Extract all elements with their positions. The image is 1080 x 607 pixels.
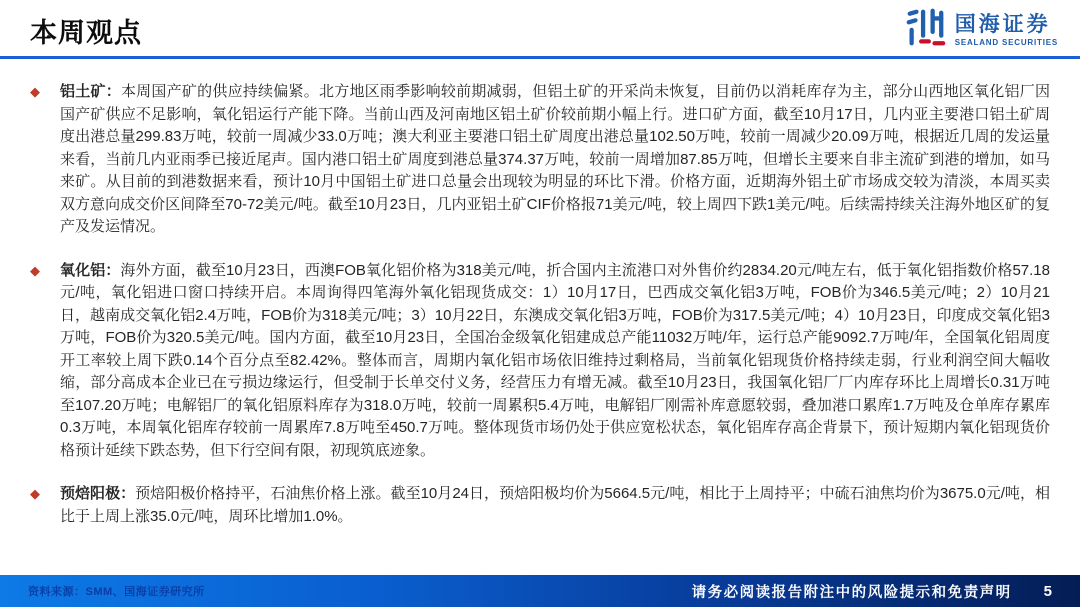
list-item-prebaked-anode — [30, 483, 1050, 528]
list-item-bauxite — [30, 81, 1050, 239]
sealand-logo-icon — [904, 7, 946, 54]
bauxite-body: 本周国产矿的供应持续偏紧。北方地区雨季影响较前期减弱，但铝土矿的开采尚未恢复，目前仍以消耗库存为主，部分山西地区氧化铝厂因国产矿供应不足影响，氧化铝运行产能下降。当前山西及河南地区铝土矿价较前期小幅上行。进口矿方面，截至10月17日，几内亚主要港口铝土矿周度出港总量299.83万吨，较前一周减少33.0万吨；澳大利亚主要港口铝土矿周度出港总量102.50万吨，较前一周减少20.09万吨，根据近几周的发运量来看，当前几内亚雨季已接近尾声。国内港口铝土矿周度到港总量374.37万吨，较前一周增加87.85万吨，但增长主要来自非主流矿到港的增加，如马来矿。从目前的到港数据来看，预计10月中国铝土矿进口总量会出现较为明显的环比下滑。价格方面，近期海外铝土矿市场成交较为清淡，本周买卖双方意向成交价区间降至70-72美元/吨。截至10月23日，几内亚铝土矿CIF价格报71美元/吨，较上周四下跌1美元/吨。后续需持续关注海外地区矿的复产及发运情况。 — [60, 83, 1050, 235]
list-item-alumina — [30, 260, 1050, 463]
alumina-lead: 氧化铝： — [60, 261, 121, 279]
diamond-bullet-icon: ◆ — [30, 486, 40, 501]
header — [0, 0, 1080, 56]
logo-name-en: SEALAND SECURITIES — [954, 38, 1058, 48]
company-logo — [904, 7, 1058, 54]
prebaked-anode-lead: 预焙阳极： — [60, 485, 136, 502]
alumina-paragraph — [60, 260, 1050, 463]
page-title: 本周观点 — [30, 17, 142, 48]
diamond-bullet-icon: ◆ — [30, 84, 40, 99]
disclaimer-text: 请务必阅读报告附注中的风险提示和免责声明 — [691, 584, 1012, 601]
alumina-body: 海外方面，截至10月23日，西澳FOB氧化铝价格为318美元/吨，折合国内主流港口对外售价约2834.20元/吨左右，低于氧化铝指数价格57.18元/吨，氧化铝进口窗口持续开启。本周询得四笔海外氧化铝现货成交：1）10月17日，巴西成交氧化铝3万吨，FOB价为346.5美元/吨；2）10月21日，越南成交氧化铝2.4万吨，FOB价为318美元/吨；3）10月22日，东澳成交氧化铝3万吨，FOB价为317.5美元/吨；4）10月23日，印度成交氧化铝3万吨，FOB价为320.5美元/吨。国内方面，截至10月23日，全国冶金级氧化铝建成总产能11032万吨/年，运行总产能9092.7万吨/年，全国氧化铝周度开工率较上周下跌0.14个百分点至82.42%。整体而言，周期内氧化铝市场依旧维持过剩格局，当前氧化铝现货价格持续走弱，行业利润空间大幅收缩，部分高成本企业已在亏损边缘运行，但受制于长单交付义务，经营压力有增无减。截至10月23日，我国氧化铝厂厂内库存环比上周增长0.31万吨至107.20万吨；电解铝厂的氧化铝原料库存为318.0万吨，较前一周累积5.4万吨，电解铝厂刚需补库意愿较弱，叠加港口累库1.7万吨及仓单库存累库0.3万吨，本周氧化铝库存较前一周累库7.8万吨至450.7万吨。整体现货市场仍处于供应宽松状态，氧化铝库存高企背景下，预计短期内氧化铝现货价格预计延续下跌态势，但下行空间有限，初现筑底迹象。 — [60, 261, 1050, 459]
bauxite-paragraph — [60, 81, 1050, 239]
diamond-bullet-icon: ◆ — [30, 262, 40, 278]
prebaked-anode-paragraph — [60, 483, 1050, 528]
logo-name-cn: 国海证券 — [954, 12, 1051, 36]
footer-bar — [0, 575, 1080, 607]
viewpoint-list — [0, 59, 1080, 528]
page-number: 5 — [1043, 582, 1052, 600]
source-note: 资料来源：SMM、国海证券研究所 — [28, 586, 205, 598]
footer-right — [692, 581, 1052, 602]
prebaked-anode-body: 预焙阳极价格持平，石油焦价格上涨。截至10月24日，预焙阳极均价为5664.5元/吨，相比于上周持平；中硫石油焦均价为3675.0元/吨，相比于上周上涨35.0元/吨，周环比增加1.0%。 — [60, 485, 1050, 525]
bauxite-lead: 铝土矿： — [60, 83, 121, 100]
logo-text — [955, 13, 1058, 47]
